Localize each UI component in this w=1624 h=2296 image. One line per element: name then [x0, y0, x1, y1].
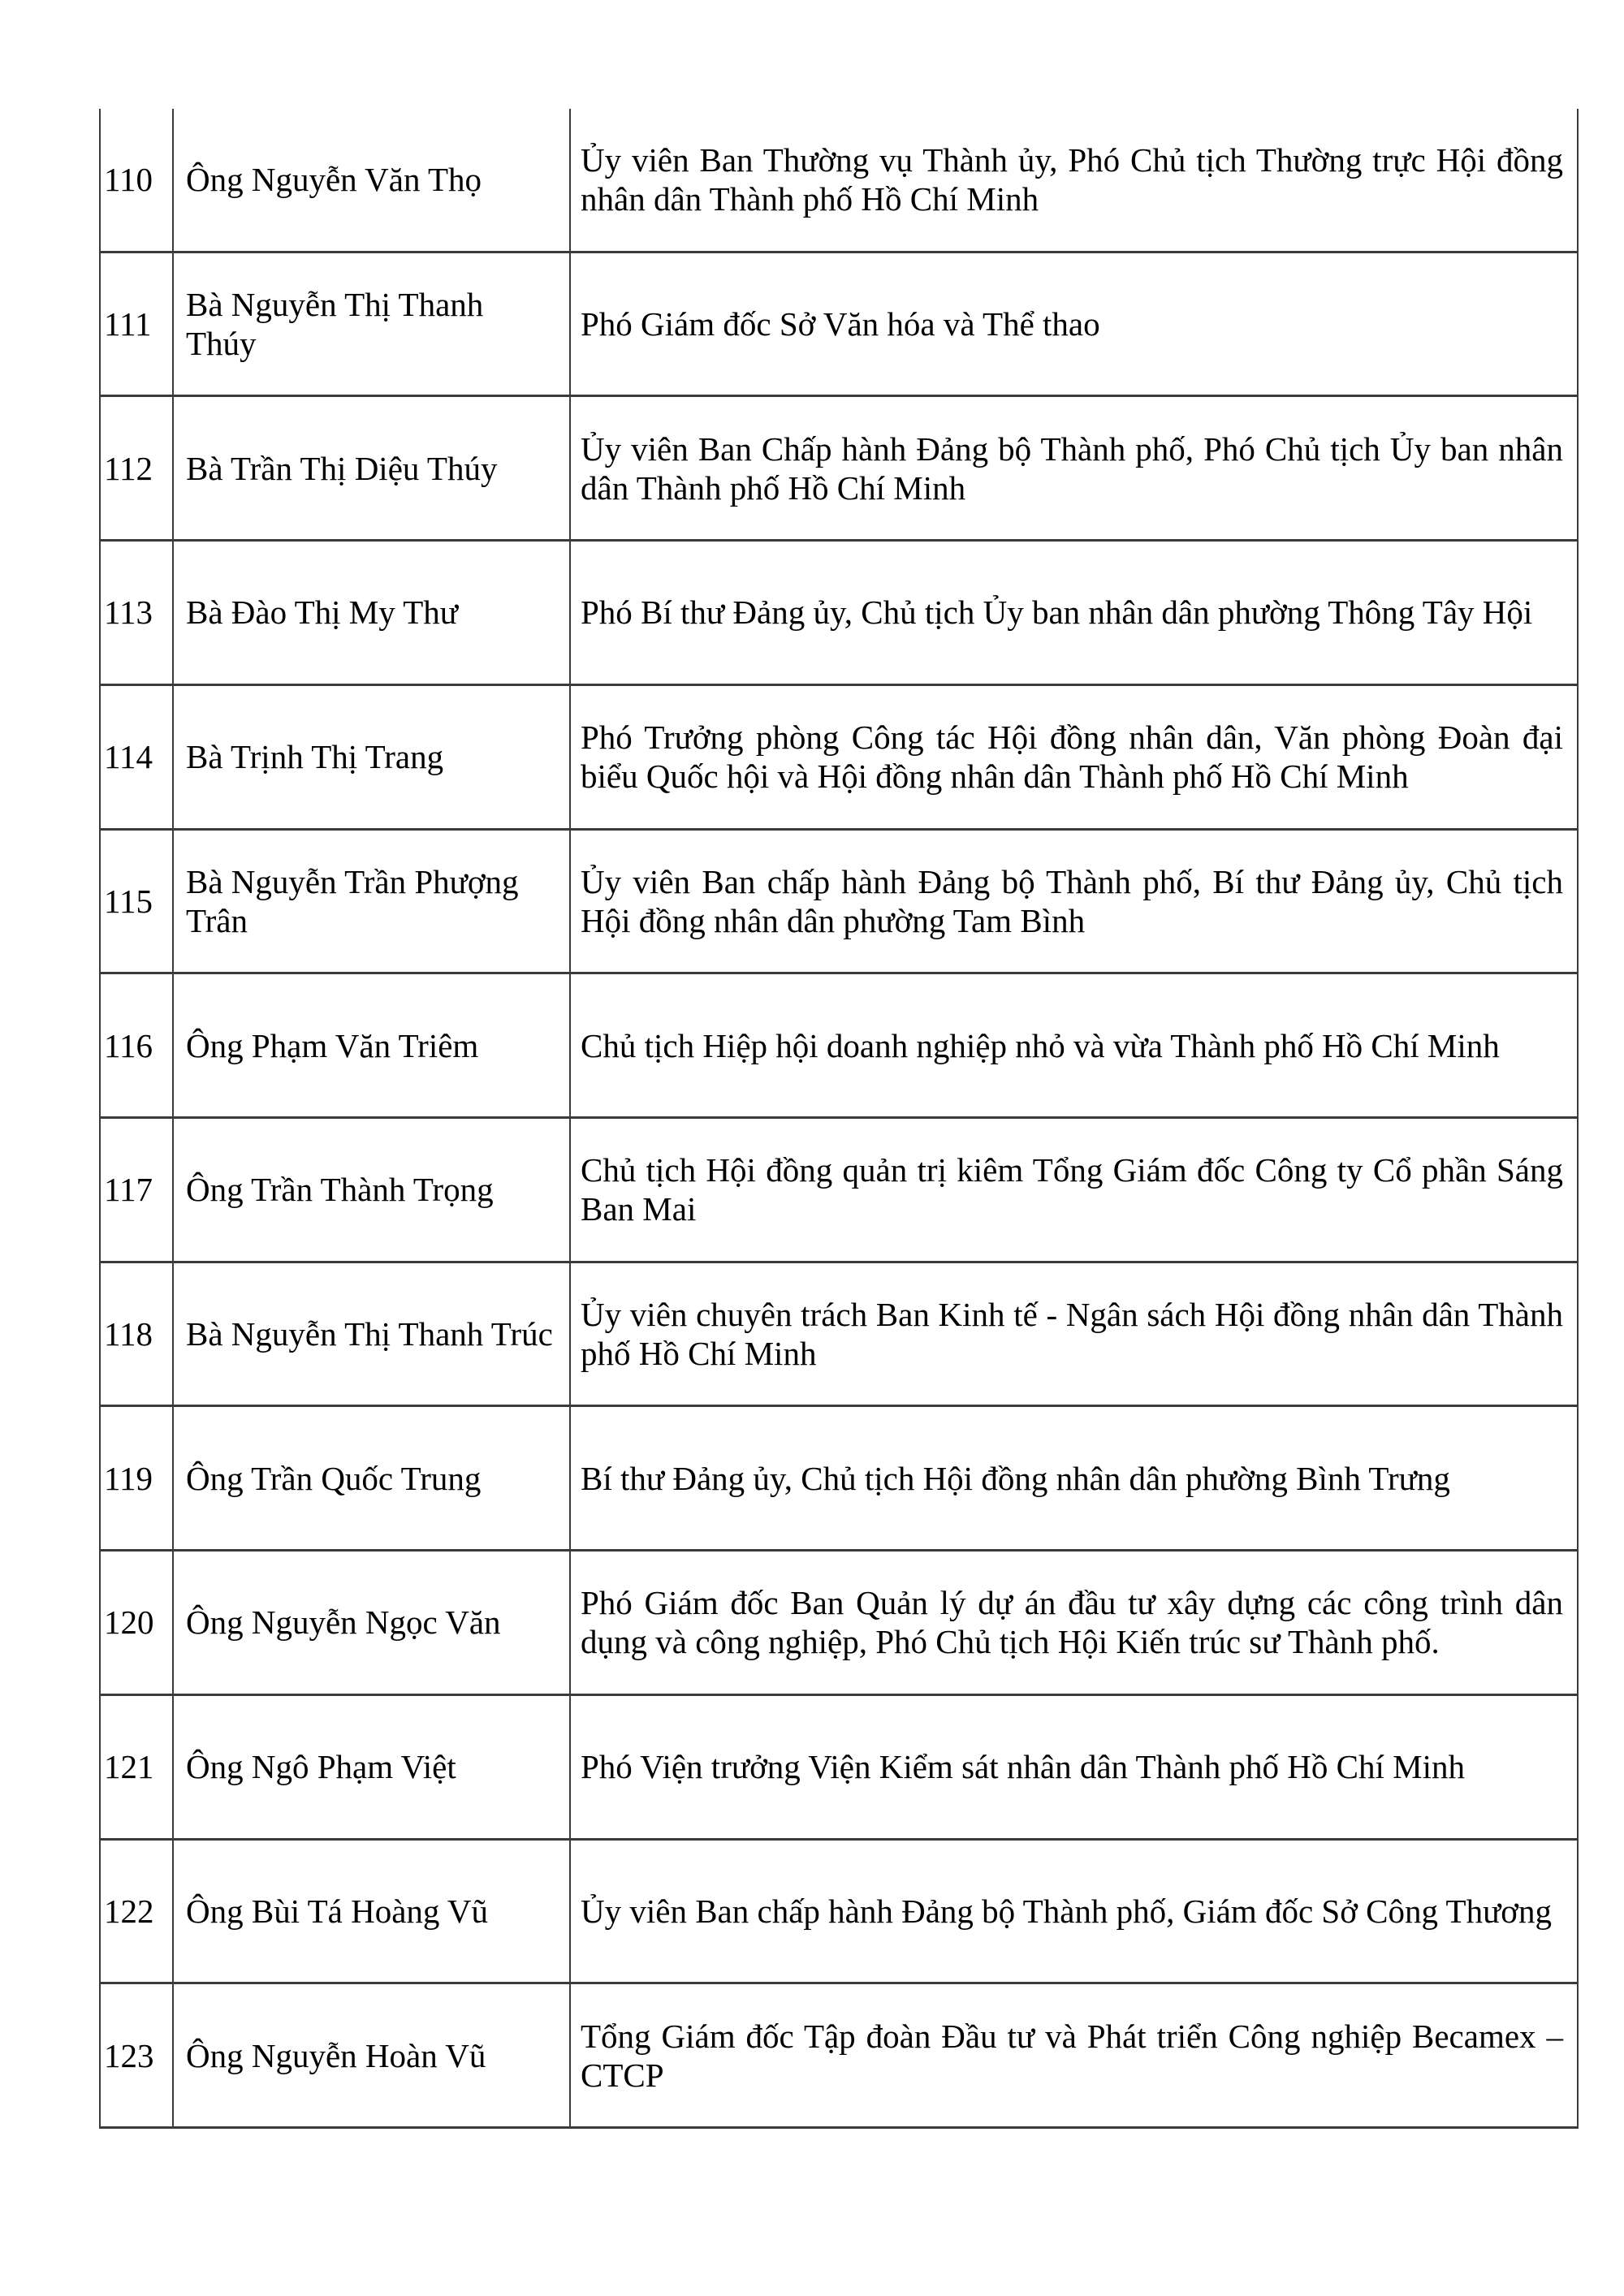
position-cell: [569, 1552, 1579, 1694]
position-cell-text: Ủy viên Ban Thường vụ Thành ủy, Phó Chủ tịch Thường trực Hội đồng nhân dân Thành phố Hồ Chí Minh: [581, 141, 1563, 218]
position-cell-text: Ủy viên Ban chấp hành Đảng bộ Thành phố, Giám đốc Sở Công Thương: [581, 1892, 1552, 1930]
position-cell: [569, 1119, 1579, 1261]
row-number-cell: [99, 1552, 172, 1694]
position-cell-text: Phó Viện trưởng Viện Kiểm sát nhân dân Thành phố Hồ Chí Minh: [581, 1748, 1465, 1786]
name-cell-text: Bà Nguyễn Thị Thanh Thúy: [186, 286, 484, 363]
position-cell: [569, 974, 1579, 1116]
row-number-cell: [99, 109, 172, 251]
name-cell: [172, 1407, 569, 1549]
row-number-cell-text: 118: [104, 1315, 153, 1353]
name-cell: [172, 1119, 569, 1261]
row-number-cell: [99, 1696, 172, 1838]
name-cell-text: Ông Nguyễn Văn Thọ: [186, 161, 482, 199]
row-number-cell: [99, 974, 172, 1116]
position-cell: [569, 1263, 1579, 1405]
row-number-cell: [99, 1119, 172, 1261]
name-cell-text: Bà Nguyễn Thị Thanh Trúc: [186, 1315, 553, 1353]
position-cell: [569, 1407, 1579, 1549]
table-row: [99, 109, 1579, 253]
row-number-cell-text: 117: [104, 1171, 153, 1209]
row-number-cell-text: 121: [104, 1748, 154, 1786]
position-cell-text: Ủy viên Ban chấp hành Đảng bộ Thành phố, Bí thư Đảng ủy, Chủ tịch Hội đồng nhân dân phường Tam Bình: [581, 862, 1563, 939]
table-row: [99, 397, 1579, 542]
position-cell: [569, 542, 1579, 684]
position-cell: [569, 397, 1579, 539]
name-cell-text: Ông Bùi Tá Hoàng Vũ: [186, 1892, 489, 1930]
row-number-cell-text: 122: [104, 1892, 154, 1930]
name-cell-text: Ông Nguyễn Ngọc Văn: [186, 1603, 501, 1642]
table-row: [99, 1119, 1579, 1263]
position-cell-text: Ủy viên Ban Chấp hành Đảng bộ Thành phố, Phó Chủ tịch Ủy ban nhân dân Thành phố Hồ Chí Minh: [581, 429, 1563, 507]
table-row: [99, 686, 1579, 831]
position-cell: [569, 1984, 1579, 2126]
table-row: [99, 974, 1579, 1119]
position-cell: [569, 1696, 1579, 1838]
name-cell: [172, 1263, 569, 1405]
position-cell: [569, 1841, 1579, 1983]
name-cell: [172, 109, 569, 251]
name-cell: [172, 831, 569, 973]
table-row: [99, 1263, 1579, 1408]
position-cell-text: Ủy viên chuyên trách Ban Kinh tế - Ngân sách Hội đồng nhân dân Thành phố Hồ Chí Minh: [581, 1296, 1563, 1373]
position-cell-text: Tổng Giám đốc Tập đoàn Đầu tư và Phát triển Công nghiệp Becamex – CTCP: [581, 2017, 1563, 2094]
name-cell-text: Ông Trần Quốc Trung: [186, 1459, 482, 1497]
position-cell-text: Chủ tịch Hiệp hội doanh nghiệp nhỏ và vừa Thành phố Hồ Chí Minh: [581, 1026, 1500, 1064]
table-row: [99, 1407, 1579, 1552]
table-row: [99, 253, 1579, 398]
table-row: [99, 542, 1579, 686]
row-number-cell-text: 110: [104, 161, 153, 199]
name-cell: [172, 542, 569, 684]
row-number-cell-text: 123: [104, 2036, 154, 2074]
name-cell-text: Bà Trịnh Thị Trang: [186, 738, 444, 776]
position-cell-text: Chủ tịch Hội đồng quản trị kiêm Tổng Giám đốc Công ty Cổ phần Sáng Ban Mai: [581, 1151, 1563, 1228]
position-cell-text: Bí thư Đảng ủy, Chủ tịch Hội đồng nhân dân phường Bình Trưng: [581, 1459, 1450, 1497]
position-cell: [569, 831, 1579, 973]
table-row: [99, 1984, 1579, 2129]
position-cell: [569, 686, 1579, 828]
name-cell-text: Ông Ngô Phạm Việt: [186, 1748, 456, 1786]
name-cell-text: Bà Đào Thị My Thư: [186, 593, 459, 632]
position-cell-text: Phó Giám đốc Ban Quản lý dự án đầu tư xây dựng các công trình dân dụng và công nghiệp, Phó Chủ tịch Hội Kiến trúc sư Thành phố.: [581, 1584, 1563, 1661]
table-row: [99, 1696, 1579, 1841]
name-cell: [172, 1696, 569, 1838]
name-cell: [172, 1984, 569, 2126]
table-row: [99, 831, 1579, 975]
row-number-cell: [99, 1407, 172, 1549]
position-cell: [569, 109, 1579, 251]
row-number-cell: [99, 253, 172, 395]
name-cell-text: Ông Phạm Văn Triêm: [186, 1026, 479, 1064]
position-cell-text: Phó Giám đốc Sở Văn hóa và Thể thao: [581, 305, 1100, 343]
row-number-cell-text: 115: [104, 882, 153, 920]
row-number-cell: [99, 1263, 172, 1405]
table-row: [99, 1841, 1579, 1985]
row-number-cell: [99, 1841, 172, 1983]
position-cell-text: Phó Bí thư Đảng ủy, Chủ tịch Ủy ban nhân dân phường Thông Tây Hội: [581, 593, 1533, 632]
table-row: [99, 1552, 1579, 1696]
name-cell-text: Ông Nguyễn Hoàn Vũ: [186, 2036, 486, 2074]
position-cell: [569, 253, 1579, 395]
name-cell-text: Bà Nguyễn Trần Phượng Trân: [186, 862, 519, 939]
row-number-cell-text: 112: [104, 449, 153, 487]
row-number-cell-text: 113: [104, 593, 153, 632]
row-number-cell-text: 120: [104, 1603, 154, 1642]
row-number-cell: [99, 397, 172, 539]
name-cell-text: Ông Trần Thành Trọng: [186, 1171, 494, 1209]
name-cell: [172, 974, 569, 1116]
row-number-cell: [99, 1984, 172, 2126]
name-cell: [172, 397, 569, 539]
name-cell-text: Bà Trần Thị Diệu Thúy: [186, 449, 498, 487]
name-cell: [172, 686, 569, 828]
row-number-cell: [99, 831, 172, 973]
name-cell: [172, 1552, 569, 1694]
row-number-cell: [99, 686, 172, 828]
row-number-cell-text: 111: [104, 305, 152, 343]
row-number-cell: [99, 542, 172, 684]
position-cell-text: Phó Trưởng phòng Công tác Hội đồng nhân dân, Văn phòng Đoàn đại biểu Quốc hội và Hội đồng nhân dân Thành phố Hồ Chí Minh: [581, 719, 1563, 796]
name-cell: [172, 253, 569, 395]
delegates-table: [99, 109, 1579, 2129]
row-number-cell-text: 116: [104, 1026, 153, 1064]
name-cell: [172, 1841, 569, 1983]
row-number-cell-text: 119: [104, 1459, 153, 1497]
row-number-cell-text: 114: [104, 738, 153, 776]
